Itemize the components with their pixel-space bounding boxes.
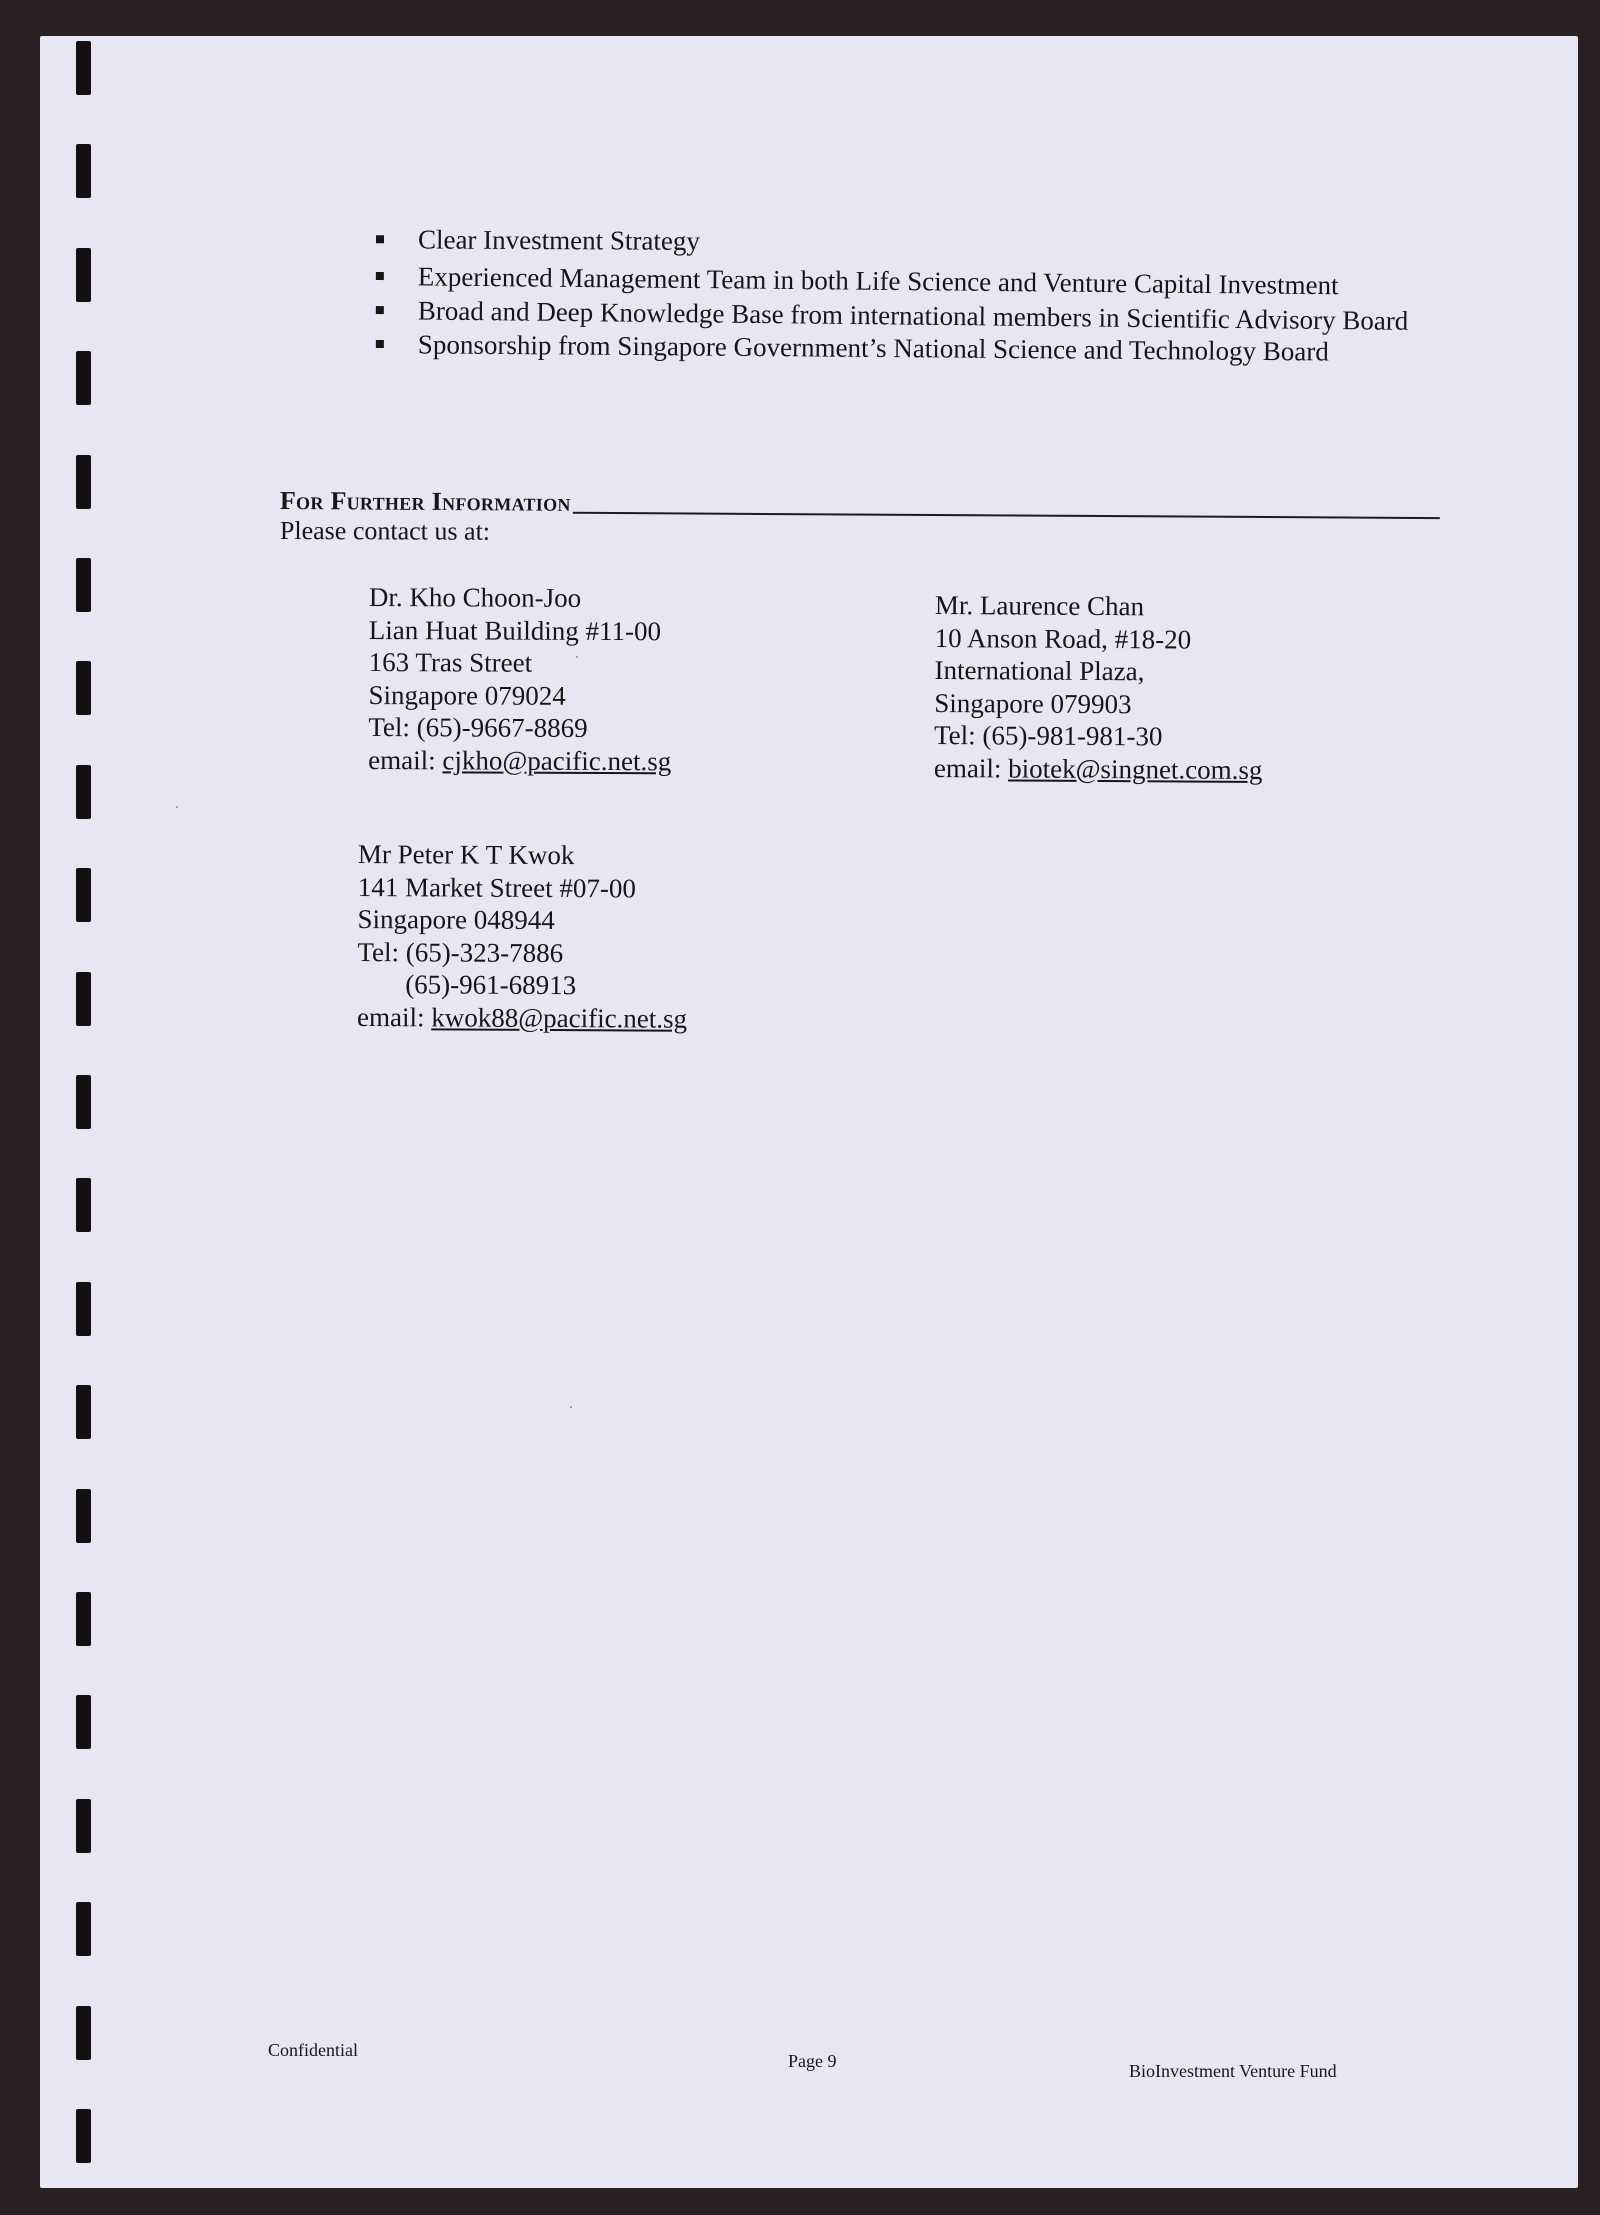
- email-label: email:: [933, 752, 1009, 783]
- binding-hole: [76, 1178, 91, 1232]
- binding-hole: [76, 661, 91, 715]
- email-link[interactable]: cjkho@pacific.net.sg: [442, 744, 672, 776]
- binding-holes: [40, 36, 140, 2188]
- contact-tel: Tel: (65)-323-7886: [357, 936, 564, 968]
- contact-name: Mr Peter K T Kwok: [357, 839, 575, 871]
- binding-hole: [76, 455, 91, 509]
- binding-hole: [76, 2109, 91, 2163]
- section-heading-text: For Further Information: [279, 486, 571, 517]
- contact-tel-secondary: (65)-961-68913: [405, 969, 577, 1001]
- footer-fund-name: BioInvestment Venture Fund: [1129, 2061, 1337, 2081]
- binding-hole: [76, 1902, 91, 1956]
- contact-tel: Tel: (65)-981-981-30: [934, 719, 1163, 752]
- bullet-item: Sponsorship from Singapore Government’s National Science and Technology Board: [376, 328, 1441, 368]
- heading-rule: [573, 512, 1440, 519]
- contact-address: 10 Anson Road, #18-20: [934, 622, 1192, 655]
- contact-address: 163 Tras Street: [368, 646, 533, 678]
- binding-hole: [76, 972, 91, 1026]
- email-label: email:: [368, 744, 443, 775]
- paper-speck: [176, 806, 178, 808]
- bullet-item: Experienced Management Team in both Life Science and Venture Capital Investment: [376, 260, 1441, 302]
- contact-address: International Plaza,: [934, 654, 1145, 687]
- contact-card-kwok: [357, 838, 688, 1035]
- contact-name: Dr. Kho Choon-Joo: [368, 582, 582, 613]
- binding-hole: [76, 1489, 91, 1543]
- contact-email-row: [357, 1000, 687, 1034]
- contact-address: Singapore 079024: [368, 679, 566, 711]
- paper-speck: [570, 1406, 572, 1408]
- footer-confidential: Confidential: [268, 2040, 358, 2060]
- contact-address: Singapore 048944: [357, 903, 555, 936]
- binding-hole: [76, 41, 91, 95]
- binding-hole: [76, 1282, 91, 1336]
- square-bullet-icon: [376, 272, 384, 280]
- contact-tel: Tel: (65)-9667-8869: [368, 711, 588, 743]
- binding-hole: [76, 248, 91, 302]
- contact-name: Mr. Laurence Chan: [934, 590, 1145, 622]
- footer-page-number: Page 9: [788, 2051, 837, 2071]
- email-link[interactable]: biotek@singnet.com.sg: [1008, 752, 1263, 785]
- binding-hole: [76, 765, 91, 819]
- binding-hole: [76, 351, 91, 405]
- email-label: email:: [356, 1001, 432, 1032]
- contact-address: Lian Huat Building #11-00: [368, 614, 662, 646]
- binding-hole: [76, 1592, 91, 1646]
- contact-email-row: [934, 751, 1263, 786]
- bullet-item: Broad and Deep Knowledge Base from international members in Scientific Advisory Board: [376, 294, 1441, 337]
- strength-bullet-list: [376, 224, 1441, 367]
- contact-card-chan: [934, 589, 1264, 786]
- document-page: [40, 36, 1578, 2188]
- binding-hole: [76, 558, 91, 612]
- square-bullet-icon: [376, 340, 384, 348]
- bullet-item: Clear Investment Strategy: [376, 223, 1441, 261]
- binding-hole: [76, 1075, 91, 1129]
- binding-hole: [76, 2006, 91, 2060]
- square-bullet-icon: [376, 235, 384, 243]
- binding-hole: [76, 1799, 91, 1853]
- paper-speck: [576, 656, 578, 658]
- contact-email-row: [368, 743, 671, 777]
- square-bullet-icon: [376, 306, 384, 314]
- binding-hole: [76, 144, 91, 198]
- email-link[interactable]: kwok88@pacific.net.sg: [431, 1001, 688, 1034]
- contact-address: 141 Market Street #07-00: [357, 871, 637, 903]
- contact-card-kho: [368, 581, 672, 777]
- contact-address: Singapore 079903: [934, 687, 1132, 719]
- binding-hole: [76, 1695, 91, 1749]
- contact-intro: Please contact us at:: [279, 516, 491, 546]
- binding-hole: [76, 868, 91, 922]
- binding-hole: [76, 1385, 91, 1439]
